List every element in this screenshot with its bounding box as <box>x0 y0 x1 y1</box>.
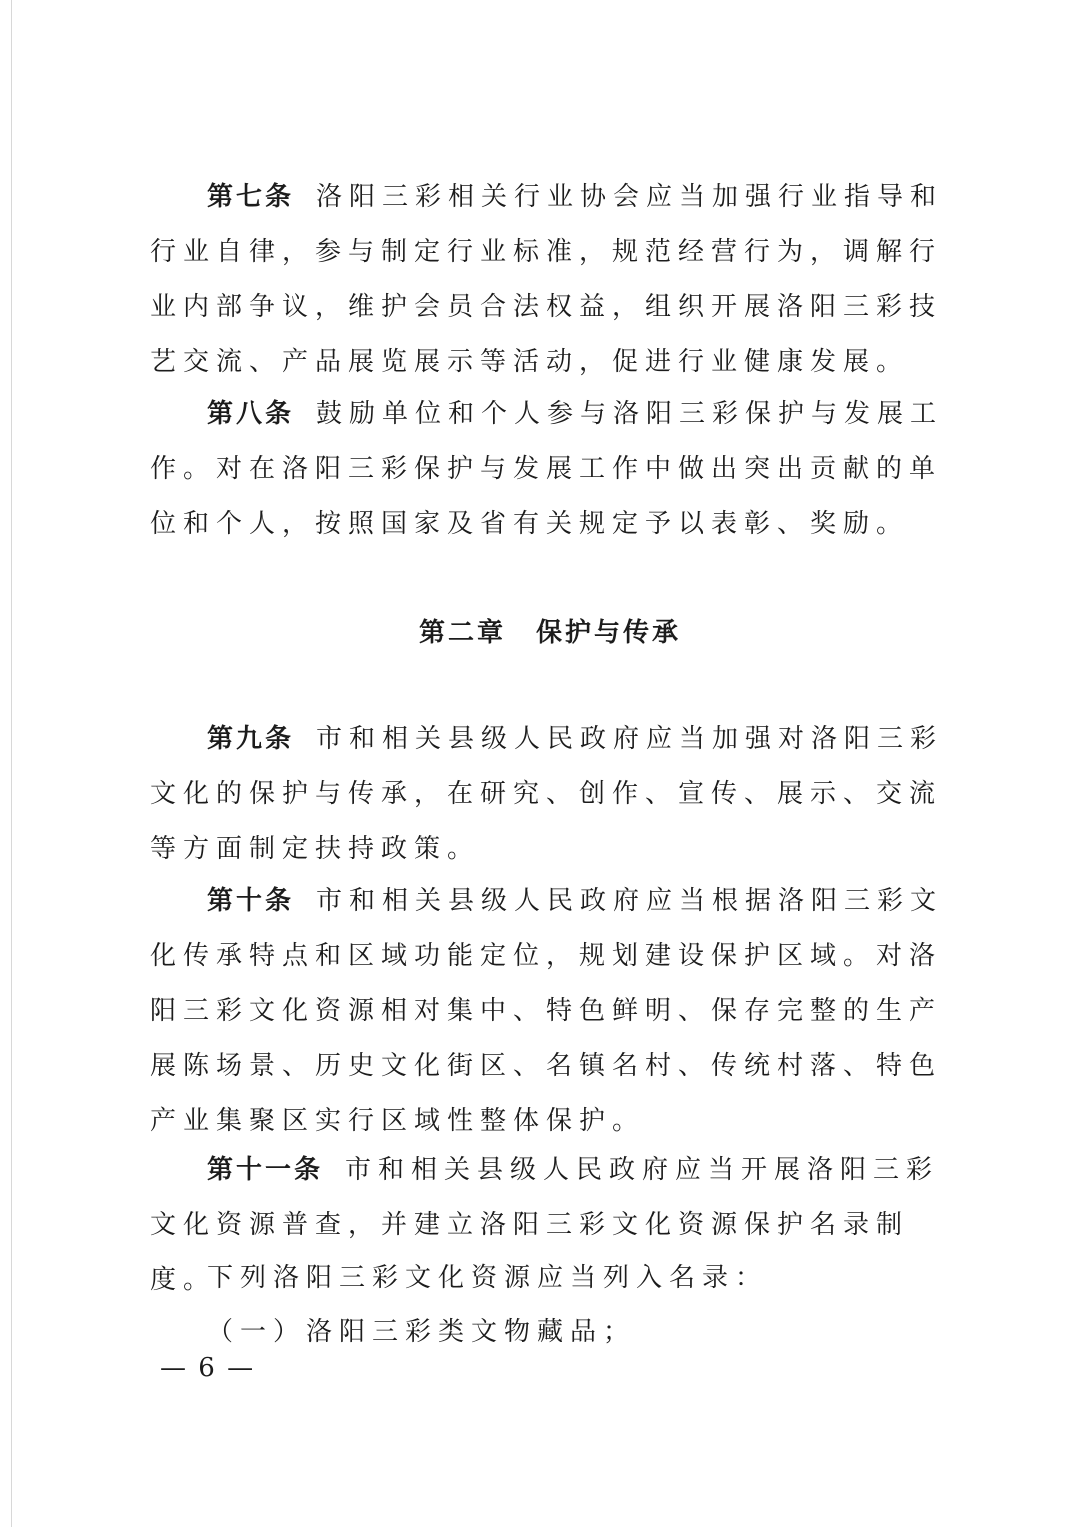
article-10 <box>150 874 950 1149</box>
page-number: — 6 — <box>160 1353 256 1383</box>
article-8-label: 第八条 <box>207 399 295 429</box>
chapter-number: 第二章 <box>418 618 506 648</box>
article-7 <box>150 170 950 390</box>
article-8-text: 鼓励单位和个人参与洛阳三彩保护与发展工作。对在洛阳三彩保护与发展工作中做出突出贡献的单位和个人，按照国家及省有关规定予以表彰、奖励。 <box>150 399 944 539</box>
article-9 <box>150 712 950 877</box>
article-11-label: 第十一条 <box>207 1155 324 1185</box>
chapter-title: 保护与传承 <box>536 618 682 648</box>
article-10-label: 第十条 <box>207 886 295 916</box>
article-7-text: 洛阳三彩相关行业协会应当加强行业指导和行业自律，参与制定行业标准，规范经营行为，调解行业内部争议，维护会员合法权益，组织开展洛阳三彩技艺交流、产品展览展示等活动，促进行业健康发展。 <box>150 182 944 377</box>
list-intro: 下列洛阳三彩文化资源应当列入名录： <box>207 1263 769 1293</box>
chapter-heading <box>150 612 950 649</box>
article-7-label: 第七条 <box>207 182 295 212</box>
list-item-1: （一）洛阳三彩类文物藏品； <box>207 1317 637 1347</box>
article-9-label: 第九条 <box>207 724 295 754</box>
article-11-text: 市和相关县级人民政府应当开展洛阳三彩文化资源普查，并建立洛阳三彩文化资源保护名录制度。 <box>150 1155 940 1295</box>
scan-edge-line <box>11 0 12 1527</box>
article-10-text: 市和相关县级人民政府应当根据洛阳三彩文化传承特点和区域功能定位，规划建设保护区域。对洛阳三彩文化资源相对集中、特色鲜明、保存完整的生产展陈场景、历史文化街区、名镇名村、传统村落、特色产业集聚区实行区域性整体保护。 <box>150 886 944 1136</box>
article-9-text: 市和相关县级人民政府应当加强对洛阳三彩文化的保护与传承，在研究、创作、宣传、展示、交流等方面制定扶持政策。 <box>150 724 944 864</box>
article-8 <box>150 387 950 552</box>
